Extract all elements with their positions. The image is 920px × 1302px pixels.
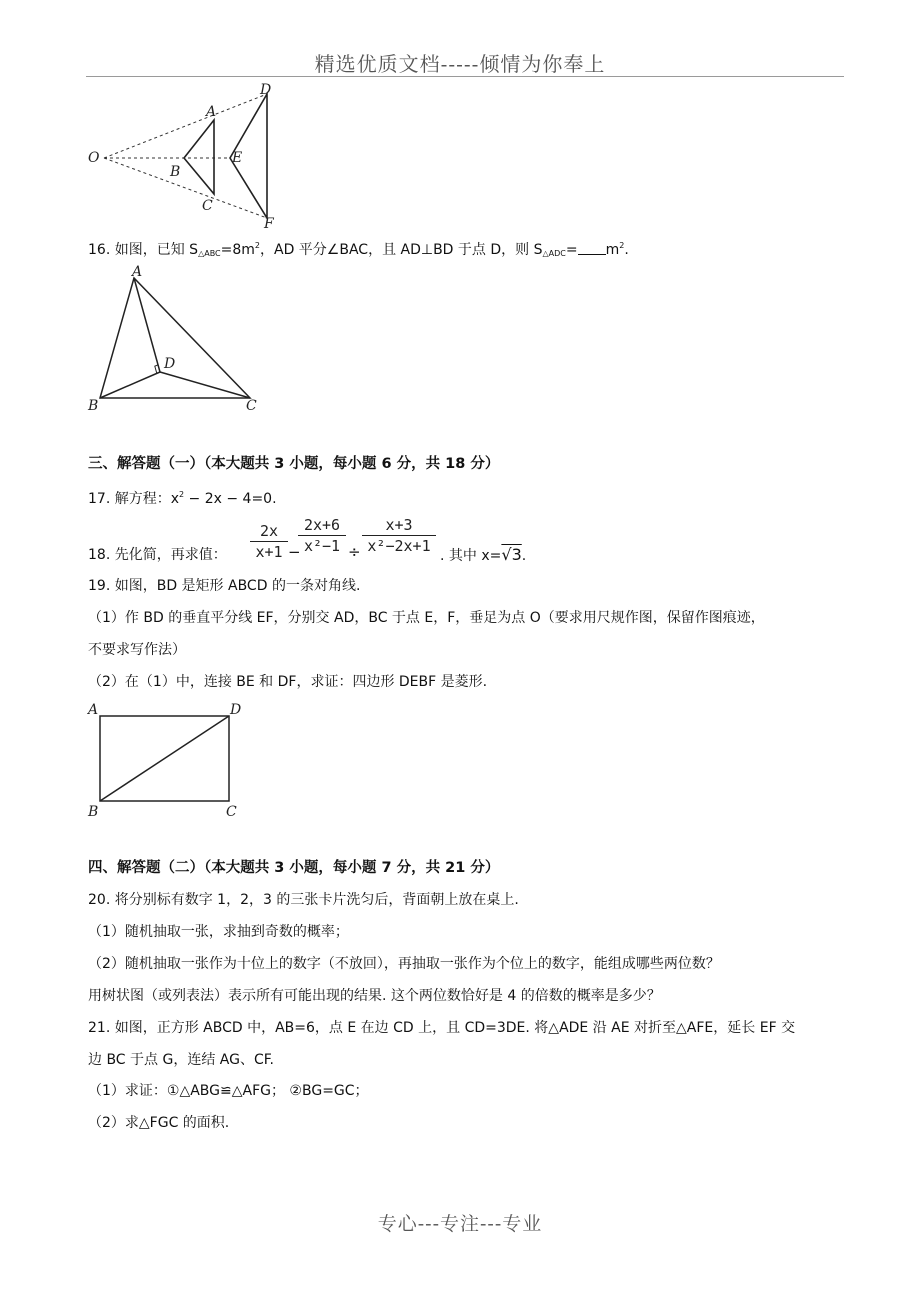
triangle-abc [184, 120, 214, 194]
q16-unit: m [605, 242, 620, 258]
question-20-part2-line2: 用树状图（或列表法）表示所有可能出现的结果. 这个两位数恰好是 4 的倍数的概率是多少？ [88, 988, 661, 1004]
q17-sup: 2 [179, 490, 185, 499]
label-o: O [88, 150, 100, 166]
fraction-2-numerator: 2x+6 [303, 516, 341, 534]
question-17 [88, 485, 277, 509]
question-18-prefix: 18. 先化简，再求值： [88, 547, 227, 563]
q17-prefix: 17. 解方程：x [88, 491, 179, 507]
q16-sub-adc: △ADC [542, 249, 566, 258]
fraction-2 [298, 516, 346, 555]
page-header: 精选优质文档-----倾情为你奉上 [314, 52, 606, 76]
fraction-2-denominator: x²−1 [303, 537, 341, 555]
figure-16 [82, 262, 272, 418]
fraction-2-bar [298, 535, 346, 536]
label-a: A [88, 702, 99, 718]
operator-minus: − [288, 543, 301, 561]
label-d: D [164, 356, 176, 372]
question-18-suffix [440, 545, 526, 566]
label-b: B [88, 804, 99, 820]
figure-15 [80, 82, 290, 230]
q16-sub-abc: △ABC [198, 249, 221, 258]
q18-suffix: . 其中 x= [440, 548, 502, 564]
label-a: A [206, 104, 217, 120]
fraction-3-denominator: x²−2x+1 [367, 537, 431, 555]
question-19-part1-line1: （1）作 BD 的垂直平分线 EF，分别交 AD，BC 于点 E，F，垂足为点 O（要求用尺规作图，保留作图痕迹， [88, 610, 765, 626]
q16-prefix: 16. 如图，已知 S [88, 242, 199, 258]
q16-mid2: ，AD 平分∠BAC，且 AD⊥BD 于点 D，则 S [260, 242, 543, 258]
fraction-1-denominator: x+1 [255, 543, 283, 561]
question-21-stem-line1: 21. 如图，正方形 ABCD 中，AB=6，点 E 在边 CD 上，且 CD=3DE. 将△ADE 沿 AE 对折至△AFE，延长 EF 交 [88, 1020, 796, 1036]
question-19-part1-line2: 不要求写作法） [88, 642, 186, 658]
fraction-1-bar [250, 541, 288, 542]
header-divider [86, 76, 844, 77]
label-c: C [202, 198, 213, 214]
label-d: D [260, 82, 272, 98]
question-19-part2: （2）在（1）中，连接 BE 和 DF，求证：四边形 DEBF 是菱形. [88, 674, 488, 690]
fraction-3 [362, 516, 436, 555]
label-d: D [230, 702, 242, 718]
question-20-stem: 20. 将分别标有数字 1，2，3 的三张卡片洗匀后，背面朝上放在桌上. [88, 892, 519, 908]
right-angle-mark [155, 365, 158, 374]
page-footer: 专心---专注---专业 [377, 1213, 543, 1235]
q16-mid1: =8m [220, 242, 255, 258]
fraction-1 [250, 522, 288, 561]
label-c: C [226, 804, 237, 820]
label-f: F [264, 216, 274, 230]
question-21-part2: （2）求△FGC 的面积. [88, 1115, 230, 1131]
q17-rest: − 2x − 4=0. [184, 491, 277, 507]
question-20-part1: （1）随机抽取一张，求抽到奇数的概率； [88, 924, 349, 940]
operator-divide: ÷ [348, 543, 361, 561]
label-b: B [88, 398, 99, 414]
section-3-heading: 三、解答题（一）（本大题共 3 小题，每小题 6 分，共 18 分） [88, 456, 500, 472]
label-e: E [232, 150, 243, 166]
question-21-part1: （1）求证：①△ABG≌△AFG； ②BG=GC； [88, 1083, 369, 1099]
triangle-abc [100, 278, 250, 398]
question-21-stem-line2: 边 BC 于点 G，连结 AG、CF. [88, 1052, 274, 1068]
fraction-1-numerator: 2x [259, 522, 279, 540]
q16-sup1: 2 [254, 241, 260, 250]
figure-19 [82, 698, 252, 822]
label-c: C [246, 398, 257, 414]
ray-of [104, 158, 267, 218]
diagonal-bd [100, 716, 229, 801]
q16-end: . [624, 242, 629, 258]
q16-mid3: = [565, 242, 578, 258]
fraction-3-bar [362, 535, 436, 536]
q18-sqrt: √3 [501, 545, 522, 564]
question-19-stem: 19. 如图，BD 是矩形 ABCD 的一条对角线. [88, 578, 361, 594]
segment-bd [100, 372, 160, 398]
ray-od [104, 94, 267, 158]
fraction-3-numerator: x+3 [385, 516, 413, 534]
q18-end: . [521, 548, 527, 564]
q16-sup2: 2 [619, 241, 625, 250]
label-b: B [170, 164, 181, 180]
question-20-part2-line1: （2）随机抽取一张作为十位上的数字（不放回），再抽取一张作为个位上的数字，能组成哪些两位数？ [88, 956, 720, 972]
label-a: A [132, 264, 143, 280]
question-16 [88, 236, 629, 264]
answer-blank [578, 242, 606, 255]
section-4-heading: 四、解答题（二）（本大题共 3 小题，每小题 7 分，共 21 分） [88, 860, 500, 876]
